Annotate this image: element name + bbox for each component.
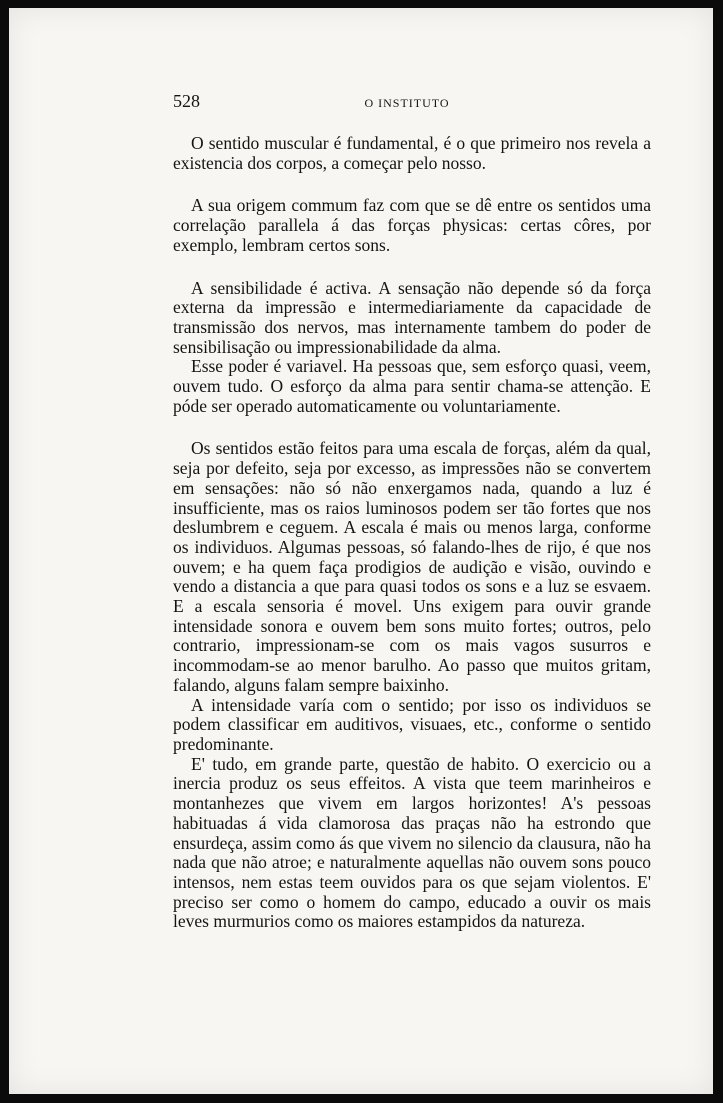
paragraph-intensity: A intensidade varía com o sentido; por isso os individuos se podem classificar em auditivos, visuaes, etc., conforme o sentido predominante. <box>173 694 651 754</box>
paragraph-habit: E' tudo, em grande parte, questão de habito. O exercicio ou a inercia produz os seus effeitos. A vista que teem marinheiros e montanhezes que vivem em largos horizontes! A's pessoas habituadas á vida clamorosa das praças não ha estrondo que ensurdeça, assim como ás que vivem no silencio da clausura, não ha nada que não atroe; e naturalmente aquellas não ouvem sons pouco intensos, nem estas teem ouvidos para os que sejam violentos. E' preciso ser como o homem do campo, educado a ouvir os mais leves murmurios como os maiores estampidos da natureza. <box>173 753 651 932</box>
paragraph-muscular-sense: O sentido muscular é fundamental, é o que primeiro nos revela a existencia dos corpos, a começar pelo nosso. <box>173 133 651 173</box>
page-number: 528 <box>173 91 200 111</box>
page-header <box>173 92 651 122</box>
paragraph-common-origin: A sua origem commum faz com que se dê entre os sentidos uma correlação parallela á das forças physicas: certas côres, por exemplo, lembram certos sons. <box>173 195 651 255</box>
page-text <box>173 92 651 932</box>
book-page <box>9 8 713 1094</box>
paragraph-variable-power: Esse poder é variavel. Ha pessoas que, sem esforço quasi, veem, ouvem tudo. O esforço da alma para sentir chama-se attenção. E póde ser operado automaticamente ou voluntariamente. <box>173 356 651 416</box>
running-title: O INSTITUTO <box>364 96 450 110</box>
paragraph-gap <box>173 256 651 279</box>
paragraph-active-sensibility: A sensibilidade é activa. A sensação não depende só da força externa da impressão e intermediariamente da capacidade de transmissão dos nervos, mas internamente tambem do poder de sensibilisação ou impressionabilidade da alma. <box>173 277 651 357</box>
paragraph-scale-of-forces: Os sentidos estão feitos para uma escala de forças, além da qual, seja por defeito, seja por excesso, as impressões não se convertem em sensações: não só não enxergamos nada, quando a luz é insufficiente, mas os raios luminosos podem ser tão fortes que nos deslumbrem e ceguem. A escala é mais ou menos larga, conforme os individuos. Algumas pessoas, só falando-lhes de rijo, é que nos ouvem; e ha quem faça prodigios de audição e visão, ouvindo e vendo a distancia a que para quasi todos os sons e a luz se esvaem. E a escala sensoria é movel. Uns exigem para ouvir grande intensidade sonora e ouvem bem sons muito fortes; outros, pelo contrario, impressionam-se com os mais vagos susurros e incommodam-se ao menor barulho. Ao passo que muitos gritam, falando, alguns falam sempre baixinho. <box>173 438 651 695</box>
paragraph-gap <box>173 173 651 196</box>
paragraph-gap <box>173 416 651 439</box>
